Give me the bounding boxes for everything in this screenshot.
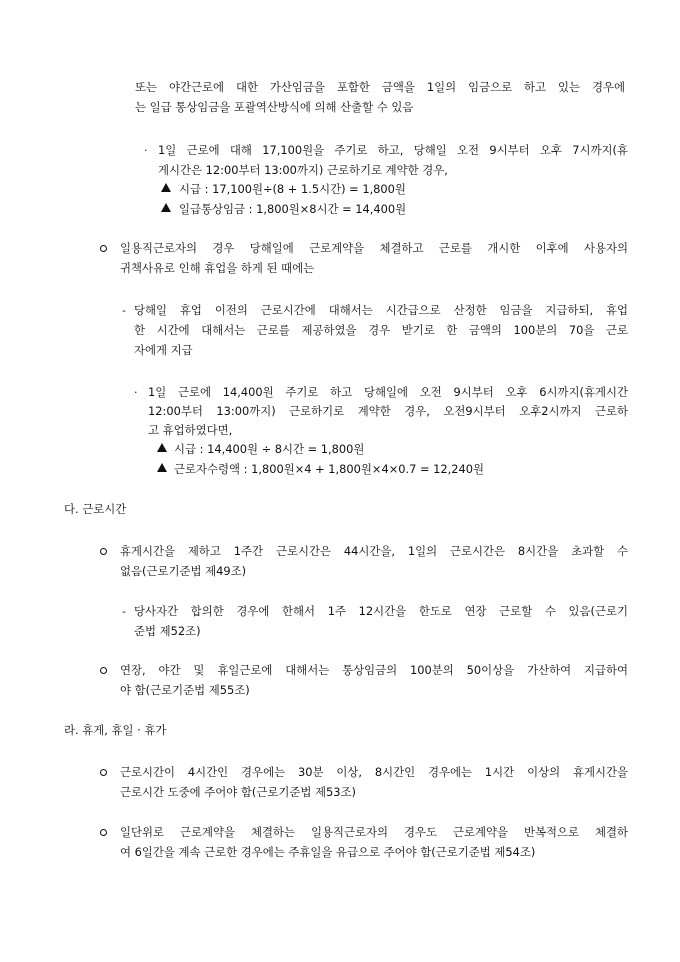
example-line: 12:00부터 13:00까지) 근로하기로 계약한 경우, 오전9시부터 오후2시까지 근로하 <box>148 404 628 418</box>
example-line: 고 휴업하였다면, <box>148 423 233 437</box>
calc-line: 시급 : 14,400원 ÷ 8시간 = 1,800원 <box>174 442 365 456</box>
intro-line: 는 일급 통상임금을 포괄역산방식에 의해 산출할 수 있음 <box>135 100 414 114</box>
item-line: 일용직근로자의 경우 당해일에 근로계약을 체결하고 근로를 개시한 이후에 사용자의 <box>120 241 628 255</box>
sub-line: 한 시간에 대해서는 근로를 제공하였을 경우 받기로 한 금액의 100분의 70을 근로 <box>134 323 628 337</box>
triangle-bullet-icon <box>157 443 167 452</box>
sub-line: 자에게 지급 <box>134 343 193 357</box>
item-line: 없음(근로기준법 제49조) <box>120 564 247 578</box>
dash-marker: - <box>122 304 126 317</box>
example-dot-marker: · <box>144 144 148 157</box>
dash-marker: - <box>122 605 126 618</box>
intro-line: 또는 야간근로에 대한 가산임금을 포함한 금액을 1일의 임금으로 하고 있는 경우에 <box>135 80 625 94</box>
section-heading: 다. 근로시간 <box>64 502 127 516</box>
circle-bullet-icon <box>100 829 107 836</box>
sub-line: 당사자간 합의한 경우에 한해서 1주 12시간을 한도로 연장 근로할 수 있음(근로기 <box>134 604 628 618</box>
triangle-bullet-icon <box>157 463 167 472</box>
item-line: 근로시간이 4시간인 경우에는 30분 이상, 8시간인 경우에는 1시간 이상의 휴게시간을 <box>120 765 628 779</box>
circle-bullet-icon <box>100 667 107 674</box>
example-line: 1일 근로에 대해 17,100원을 주기로 하고, 당해일 오전 9시부터 오후 7시까지(휴 <box>158 143 628 157</box>
calc-line: 시급 : 17,100원÷(8 + 1.5시간) = 1,800원 <box>179 182 406 196</box>
example-line: 1일 근로에 14,400원 주기로 하고 당해일에 오전 9시부터 오후 6시까지(휴게시간 <box>148 385 628 399</box>
item-line: 귀책사유로 인해 휴업을 하게 된 때에는 <box>120 261 315 275</box>
example-dot-marker: · <box>134 386 138 399</box>
triangle-bullet-icon <box>161 183 171 192</box>
circle-bullet-icon <box>100 245 107 252</box>
item-line: 일단위로 근로계약을 체결하는 일용직근로자의 경우도 근로계약을 반복적으로 체결하 <box>120 825 628 839</box>
calc-line: 일급통상임금 : 1,800원×8시간 = 14,400원 <box>179 202 407 216</box>
circle-bullet-icon <box>100 548 107 555</box>
item-line: 여 6일간을 계속 근로한 경우에는 주휴일을 유급으로 주어야 함(근로기준법 제54조) <box>120 845 536 859</box>
section-heading: 라. 휴게, 휴일 · 휴가 <box>64 723 167 737</box>
item-line: 휴게시간을 제하고 1주간 근로시간은 44시간을, 1일의 근로시간은 8시간을 초과할 수 <box>120 544 628 558</box>
sub-line: 준법 제52조) <box>134 624 201 638</box>
circle-bullet-icon <box>100 769 107 776</box>
sub-line: 당해일 휴업 이전의 근로시간에 대해서는 시간급으로 산정한 임금을 지급하되, 휴업 <box>134 303 628 317</box>
item-line: 근로시간 도중에 주어야 함(근로기준법 제53조) <box>120 785 356 799</box>
calc-line: 근로자수령액 : 1,800원×4 + 1,800원×4×0.7 = 12,240원 <box>174 462 484 476</box>
item-line: 연장, 야간 및 휴일근로에 대해서는 통상임금의 100분의 50이상을 가산하여 지급하여 <box>120 663 628 677</box>
item-line: 야 함(근로기준법 제55조) <box>120 683 250 697</box>
triangle-bullet-icon <box>161 203 171 212</box>
example-line: 게시간은 12:00부터 13:00까지) 근로하기로 계약한 경우, <box>158 163 448 177</box>
